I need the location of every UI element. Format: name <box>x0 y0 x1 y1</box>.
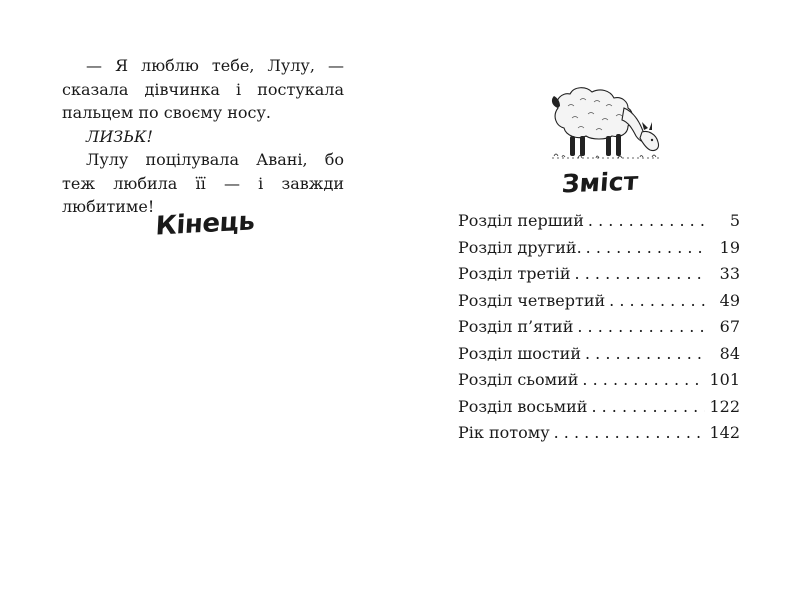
toc-leader-dots <box>575 264 708 283</box>
toc-item-page: 84 <box>719 343 740 363</box>
toc-item-page: 142 <box>709 423 740 442</box>
paragraph-italic: ЛИЗЬК! <box>86 126 153 146</box>
paragraph: Лулу поцілувала Авані, бо теж любила її — і завжди любитиме! <box>62 150 344 216</box>
toc-item-label: Розділ сьомий <box>458 370 579 389</box>
toc-item-page: 49 <box>719 290 740 310</box>
toc-leader-dots <box>577 317 708 336</box>
toc-item[interactable] <box>458 317 740 344</box>
toc-item-page: 101 <box>709 370 740 389</box>
toc-item-page: 33 <box>719 264 740 283</box>
toc-leader-dots <box>582 370 705 389</box>
toc-item[interactable] <box>458 264 740 291</box>
table-of-contents <box>458 211 740 450</box>
toc-item-label: Розділ шостий <box>458 343 581 363</box>
toc-item[interactable] <box>458 344 740 371</box>
paragraph: — Я люблю тебе, Лулу, — сказала дівчинка і постукала пальцем по своєму носу. <box>62 56 344 122</box>
toc-item-label: Розділ п’ятий <box>458 317 574 336</box>
left-page-text <box>62 54 344 219</box>
llama-icon <box>548 78 666 164</box>
grass-icon <box>552 154 660 158</box>
toc-item[interactable] <box>458 211 740 238</box>
toc-item-label: Розділ четвертий <box>458 290 606 310</box>
toc-leader-dots <box>588 211 708 230</box>
the-end-heading: Кінець <box>154 206 256 242</box>
toc-leader-dots <box>554 423 706 442</box>
toc-item-page: 67 <box>719 317 740 336</box>
toc-leader-dots <box>591 397 705 416</box>
toc-item[interactable] <box>458 370 740 397</box>
toc-title: Зміст <box>560 166 640 199</box>
toc-item-page: 122 <box>709 396 740 416</box>
toc-leader-dots <box>609 291 708 310</box>
toc-item-label: Розділ восьмий <box>458 396 588 416</box>
toc-item-label: Розділ перший <box>458 211 584 230</box>
toc-leader-dots <box>585 344 708 363</box>
toc-item[interactable] <box>458 291 740 318</box>
toc-leader-dots <box>586 238 708 257</box>
toc-item-page: 19 <box>719 237 740 257</box>
toc-item-label: Розділ другий. <box>458 237 582 257</box>
toc-item[interactable] <box>458 238 740 265</box>
toc-item[interactable] <box>458 423 740 450</box>
toc-item-label: Розділ третій <box>458 264 571 283</box>
toc-item[interactable] <box>458 397 740 424</box>
toc-item-label: Рік потому <box>458 423 550 442</box>
toc-item-page: 5 <box>729 211 740 230</box>
